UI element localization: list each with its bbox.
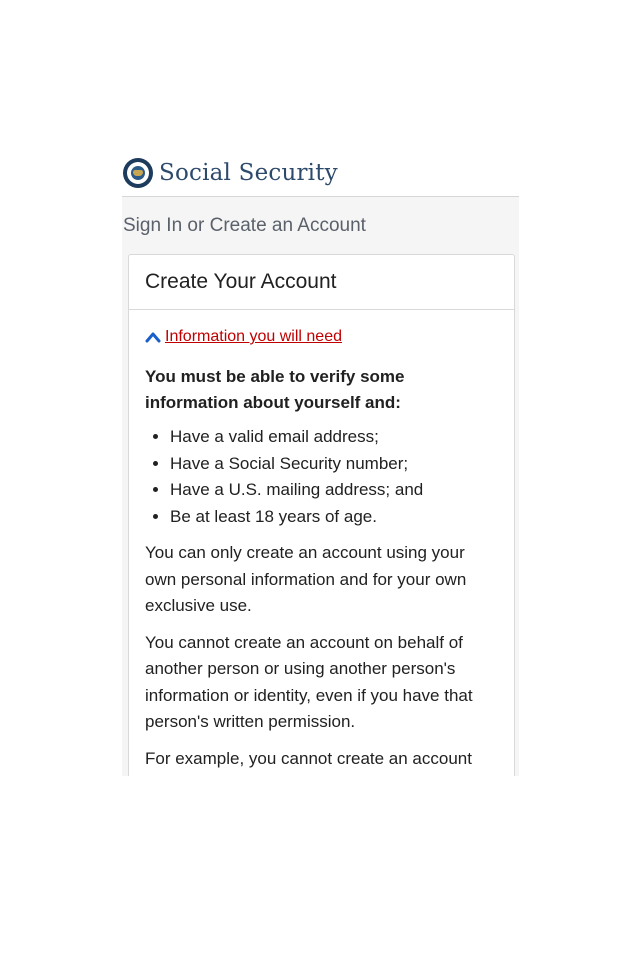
list-item: • Have a valid email address; xyxy=(170,424,498,451)
list-item: • Have a U.S. mailing address; and xyxy=(170,477,498,504)
ssa-seal-icon xyxy=(123,158,153,188)
own-info-paragraph: You can only create an account using your own personal information and for your own exclusive use. xyxy=(145,543,467,615)
page-title: Sign In or Create an Account xyxy=(123,214,366,236)
page-subheader xyxy=(122,197,519,254)
list-item: • Be at least 18 years of age. xyxy=(170,504,498,531)
card-body xyxy=(129,310,514,772)
card-title: Create Your Account xyxy=(129,255,514,310)
chevron-up-icon xyxy=(145,331,161,343)
example-paragraph: For example, you cannot create an account xyxy=(145,748,472,768)
list-item: • Have a Social Security number; xyxy=(170,451,498,478)
brand-name[interactable]: Social Security xyxy=(159,160,338,186)
behalf-paragraph: You cannot create an account on behalf of another person or using another person's information or identity, even if you have that person's written permission. xyxy=(145,632,473,731)
information-toggle-link[interactable]: Information you will need xyxy=(165,328,342,345)
verification-lead: You must be able to verify some information about yourself and: xyxy=(145,367,405,412)
create-account-card xyxy=(128,254,515,776)
card-container xyxy=(122,254,519,776)
information-toggle[interactable] xyxy=(145,328,498,346)
site-header xyxy=(122,150,519,197)
requirements-list xyxy=(145,424,498,530)
browser-viewport xyxy=(122,150,519,776)
